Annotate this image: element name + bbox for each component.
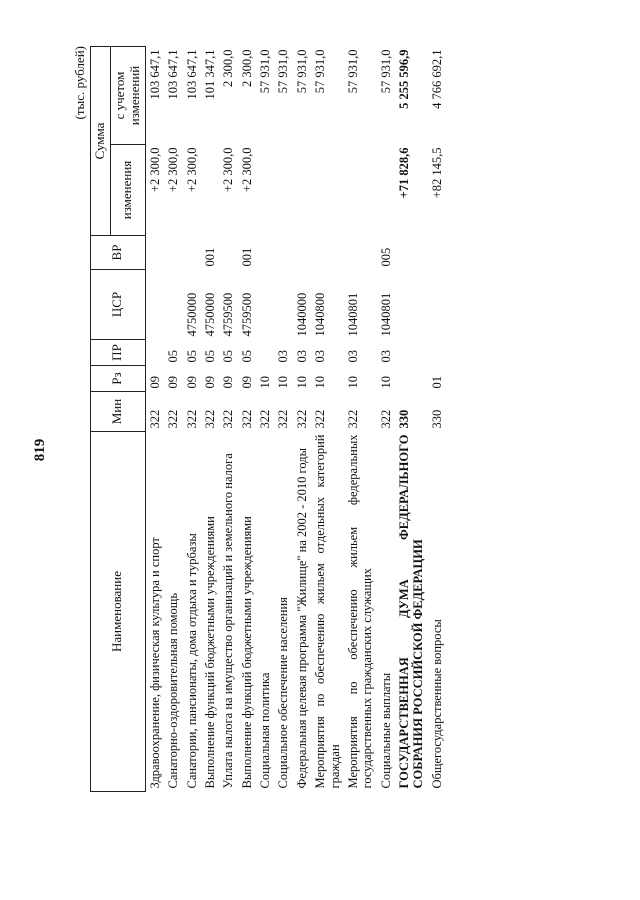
row-min: 322	[202, 409, 217, 429]
table-header	[91, 47, 146, 792]
table-row	[344, 47, 377, 792]
row-pr: 03	[378, 350, 393, 363]
row-min: 322	[276, 409, 291, 429]
table-row	[293, 47, 311, 792]
row-rz: 09	[166, 376, 181, 389]
row-vr	[164, 236, 182, 270]
row-pr: 05	[239, 350, 254, 363]
row-name: Выполнение функций бюджетными учреждениями	[202, 516, 217, 789]
table-row	[183, 47, 201, 792]
row-min: 322	[378, 409, 393, 429]
row-min: 322	[239, 409, 254, 429]
row-vr	[256, 236, 274, 270]
row-total: 103 647,1	[184, 49, 199, 100]
table-row	[201, 47, 219, 792]
row-pr	[428, 340, 446, 366]
row-changes	[377, 145, 395, 236]
header-name: Наименование	[91, 432, 146, 792]
row-name: Социальное обеспечение населения	[276, 597, 291, 789]
row-min: 322	[184, 409, 199, 429]
row-total: 57 931,0	[313, 49, 328, 94]
row-total: 101 347,1	[202, 49, 217, 100]
table-row	[238, 47, 256, 792]
row-min: 322	[166, 409, 181, 429]
row-csr: 4759500	[239, 292, 254, 337]
row-name: Уплата налога на имущество организаций и земельного налога	[221, 453, 236, 789]
row-vr: 001	[202, 247, 217, 267]
row-changes	[274, 145, 292, 236]
row-total: 4 766 692,1	[429, 49, 444, 109]
budget-table	[90, 46, 446, 792]
row-changes	[201, 145, 219, 236]
row-name: Санатории, пансионаты, дома отдыха и турбазы	[184, 533, 199, 789]
row-min: 330	[429, 409, 444, 429]
header-rz: Рз	[91, 366, 146, 392]
row-pr: 03	[313, 350, 328, 363]
row-total: 57 931,0	[258, 49, 273, 94]
row-pr: 03	[294, 350, 309, 363]
row-min: 322	[345, 409, 360, 429]
header-sum: Сумма	[91, 47, 111, 236]
row-csr: 1040801	[378, 292, 393, 337]
row-rz: 10	[378, 376, 393, 389]
row-min: 322	[294, 409, 309, 429]
row-name: Социальная политика	[258, 672, 273, 789]
row-csr	[164, 270, 182, 340]
row-csr: 1040801	[345, 292, 360, 337]
row-name: Социальные выплаты	[378, 672, 393, 789]
row-vr	[428, 236, 446, 270]
row-name: Мероприятия по обеспечению жильем федеральных государственных гражданских служащих	[345, 434, 375, 789]
row-rz	[395, 366, 428, 392]
row-total: 57 931,0	[294, 49, 309, 94]
table-row	[219, 47, 237, 792]
row-rz: 10	[276, 376, 291, 389]
row-csr: 1040000	[294, 292, 309, 337]
row-changes	[344, 145, 377, 236]
table-row	[145, 47, 164, 792]
row-min: 322	[258, 409, 273, 429]
table-row	[377, 47, 395, 792]
table-row	[428, 47, 446, 792]
table-row	[311, 47, 344, 792]
row-changes	[311, 145, 344, 236]
row-name: Федеральная целевая программа "Жилище" на 2002 - 2010 годы	[294, 447, 309, 789]
header-changes: изменения	[110, 145, 145, 236]
row-min: 322	[147, 409, 162, 429]
table-row	[164, 47, 182, 792]
row-total: 57 931,0	[345, 49, 360, 94]
row-changes: +71 828,6	[397, 147, 412, 199]
row-name: Санаторно-оздоровительная помощь	[166, 592, 181, 789]
row-csr: 1040800	[313, 292, 328, 337]
row-vr: 005	[378, 247, 393, 267]
table-row	[395, 47, 428, 792]
row-csr	[395, 270, 428, 340]
row-rz: 10	[345, 376, 360, 389]
unit-note: (тыс. рублей)	[72, 46, 87, 120]
row-changes	[293, 145, 311, 236]
page-number: 819	[32, 438, 48, 462]
row-csr	[428, 270, 446, 340]
row-rz: 09	[239, 376, 254, 389]
row-vr	[145, 236, 164, 270]
row-csr	[256, 270, 274, 340]
row-pr: 05	[184, 350, 199, 363]
header-min: Мин	[91, 392, 146, 432]
row-changes	[256, 145, 274, 236]
row-min: 330	[397, 409, 412, 429]
row-total: 57 931,0	[276, 49, 291, 94]
row-csr	[145, 270, 164, 340]
row-vr	[293, 236, 311, 270]
header-csr: ЦСР	[91, 270, 146, 340]
header-with-changes: с учетом изменений	[110, 47, 145, 145]
row-min: 322	[313, 409, 328, 429]
row-rz: 09	[184, 376, 199, 389]
row-rz: 10	[313, 376, 328, 389]
row-pr	[395, 340, 428, 366]
row-csr: 4750000	[184, 292, 199, 337]
row-min: 322	[221, 409, 236, 429]
row-vr: 001	[239, 247, 254, 267]
row-name: Мероприятия по обеспечению жильем отдельных категорий граждан	[313, 434, 342, 789]
row-total: 2 300,0	[239, 49, 254, 87]
row-changes: +2 300,0	[239, 147, 254, 193]
row-csr	[274, 270, 292, 340]
header-vr: ВР	[91, 236, 146, 270]
row-csr: 4759500	[221, 292, 236, 337]
row-name: Выполнение функций бюджетными учреждениями	[239, 516, 254, 789]
row-pr	[256, 340, 274, 366]
table-body	[145, 47, 446, 792]
row-changes: +2 300,0	[166, 147, 181, 193]
row-changes: +2 300,0	[221, 147, 236, 193]
row-pr: 03	[345, 350, 360, 363]
row-rz: 09	[221, 376, 236, 389]
row-pr: 03	[276, 350, 291, 363]
row-name: Общегосударственные вопросы	[429, 619, 444, 789]
row-changes: +82 145,5	[429, 147, 444, 199]
row-csr: 4750000	[202, 292, 217, 337]
row-total: 103 647,1	[166, 49, 181, 100]
header-pr: ПР	[91, 340, 146, 366]
row-name: ГОСУДАРСТВЕННАЯ ДУМА ФЕДЕРАЛЬНОГО СОБРАНИЯ РОССИЙСКОЙ ФЕДЕРАЦИИ	[397, 434, 426, 789]
row-vr	[219, 236, 237, 270]
row-pr: 05	[166, 350, 181, 363]
row-rz: 09	[202, 376, 217, 389]
row-total: 2 300,0	[221, 49, 236, 87]
row-changes: +2 300,0	[147, 147, 162, 193]
row-rz: 09	[147, 376, 162, 389]
row-total: 5 255 596,9	[397, 49, 412, 109]
row-pr: 05	[221, 350, 236, 363]
row-pr: 05	[202, 350, 217, 363]
row-pr	[145, 340, 164, 366]
row-vr	[183, 236, 201, 270]
row-total: 57 931,0	[378, 49, 393, 94]
row-vr	[274, 236, 292, 270]
table-row	[274, 47, 292, 792]
row-total: 103 647,1	[147, 49, 162, 100]
row-vr	[344, 236, 377, 270]
row-rz: 10	[294, 376, 309, 389]
row-vr	[395, 236, 428, 270]
row-name: Здравоохранение, физическая культура и спорт	[147, 537, 162, 789]
row-rz: 01	[429, 376, 444, 389]
row-changes: +2 300,0	[184, 147, 199, 193]
row-vr	[311, 236, 344, 270]
row-rz: 10	[258, 376, 273, 389]
table-row	[256, 47, 274, 792]
